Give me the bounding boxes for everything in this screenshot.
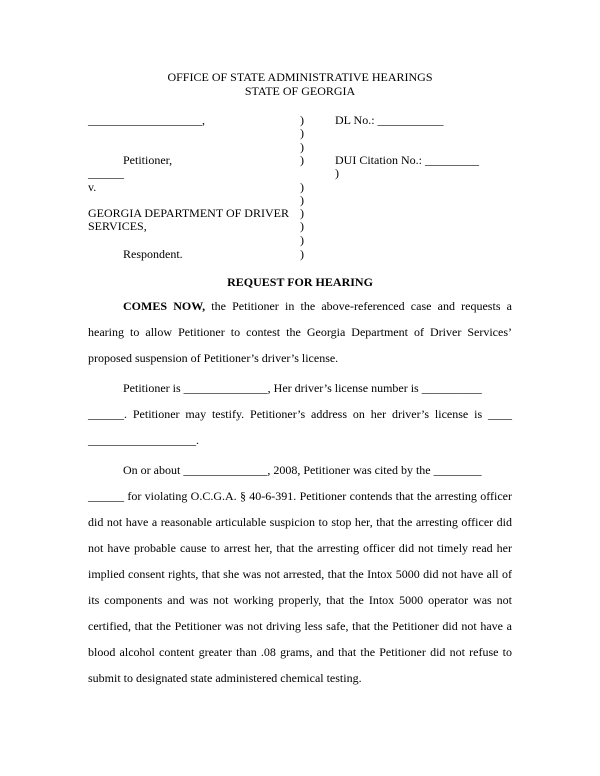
dui-citation-paren: ) xyxy=(335,166,339,180)
text-line: its components and was not working properly, that the Intox 5000 operator was not xyxy=(88,593,512,607)
paragraph-contentions xyxy=(88,464,512,698)
comes-now-lead: COMES NOW, xyxy=(123,299,206,313)
respondent-name-line1: GEORGIA DEPARTMENT OF DRIVER xyxy=(88,206,289,220)
caption-paren: ) xyxy=(300,140,304,154)
dui-citation-field: DUI Citation No.: _________ xyxy=(335,153,479,167)
petitioner-label: Petitioner, xyxy=(123,153,173,167)
caption-paren: ) xyxy=(300,126,304,140)
office-heading: OFFICE OF STATE ADMINISTRATIVE HEARINGS xyxy=(167,70,433,84)
caption-paren: ) xyxy=(300,113,304,127)
text-line: On or about ______________, 2008, Petitioner was cited by the ________ xyxy=(123,463,482,477)
text-line: blood alcohol content greater than .08 grams, and that the Petitioner did not refuse to xyxy=(88,645,512,659)
caption-paren: ) xyxy=(300,180,304,194)
petitioner-name-blank: ___________________, xyxy=(88,113,205,127)
text-line: proposed suspension of Petitioner’s driver’s license. xyxy=(88,351,339,365)
versus-label: v. xyxy=(88,180,97,194)
text-line: hearing to allow Petitioner to contest the Georgia Department of Driver Services’ xyxy=(88,325,512,339)
caption-paren: ) xyxy=(300,247,304,261)
caption-paren: ) xyxy=(300,153,304,167)
text-line: did not have a reasonable articulable suspicion to stop her, that the arresting officer did xyxy=(88,515,512,529)
state-heading: STATE OF GEORGIA xyxy=(244,84,356,98)
text-line: submit to designated state administered chemical testing. xyxy=(88,671,362,685)
paragraph-petitioner-info xyxy=(88,382,512,460)
caption-paren: ) xyxy=(300,233,304,247)
text-line: COMES NOW, the Petitioner in the above-referenced case and requests a xyxy=(123,299,512,313)
caption-paren: ) xyxy=(300,219,304,233)
document-title: REQUEST FOR HEARING xyxy=(227,275,373,289)
paragraph-comes-now xyxy=(88,300,512,378)
text-line: ______ for violating O.C.G.A. § 40-6-391. Petitioner contends that the arresting officer xyxy=(88,489,512,503)
text-line: ______. Petitioner may testify. Petitioner’s address on her driver’s license is ____ xyxy=(88,407,512,421)
dl-number-field: DL No.: ___________ xyxy=(335,113,444,127)
caption-paren: ) xyxy=(300,193,304,207)
text-line: not have probable cause to arrest her, that the arresting officer did not timely read her xyxy=(88,541,512,555)
text-line: Petitioner is ______________, Her driver’s license number is __________ xyxy=(123,381,482,395)
respondent-name-line2: SERVICES, xyxy=(88,219,147,233)
caption-paren: ) xyxy=(300,206,304,220)
text-line: certified, that the Petitioner was not driving less safe, that the Petitioner did not have a xyxy=(88,619,512,633)
respondent-label: Respondent. xyxy=(123,247,183,261)
text-line: __________________. xyxy=(88,433,199,447)
petitioner-underline: ______ xyxy=(88,166,124,180)
text-line: implied consent rights, that she was not arrested, that the Intox 5000 did not have all of xyxy=(88,567,512,581)
